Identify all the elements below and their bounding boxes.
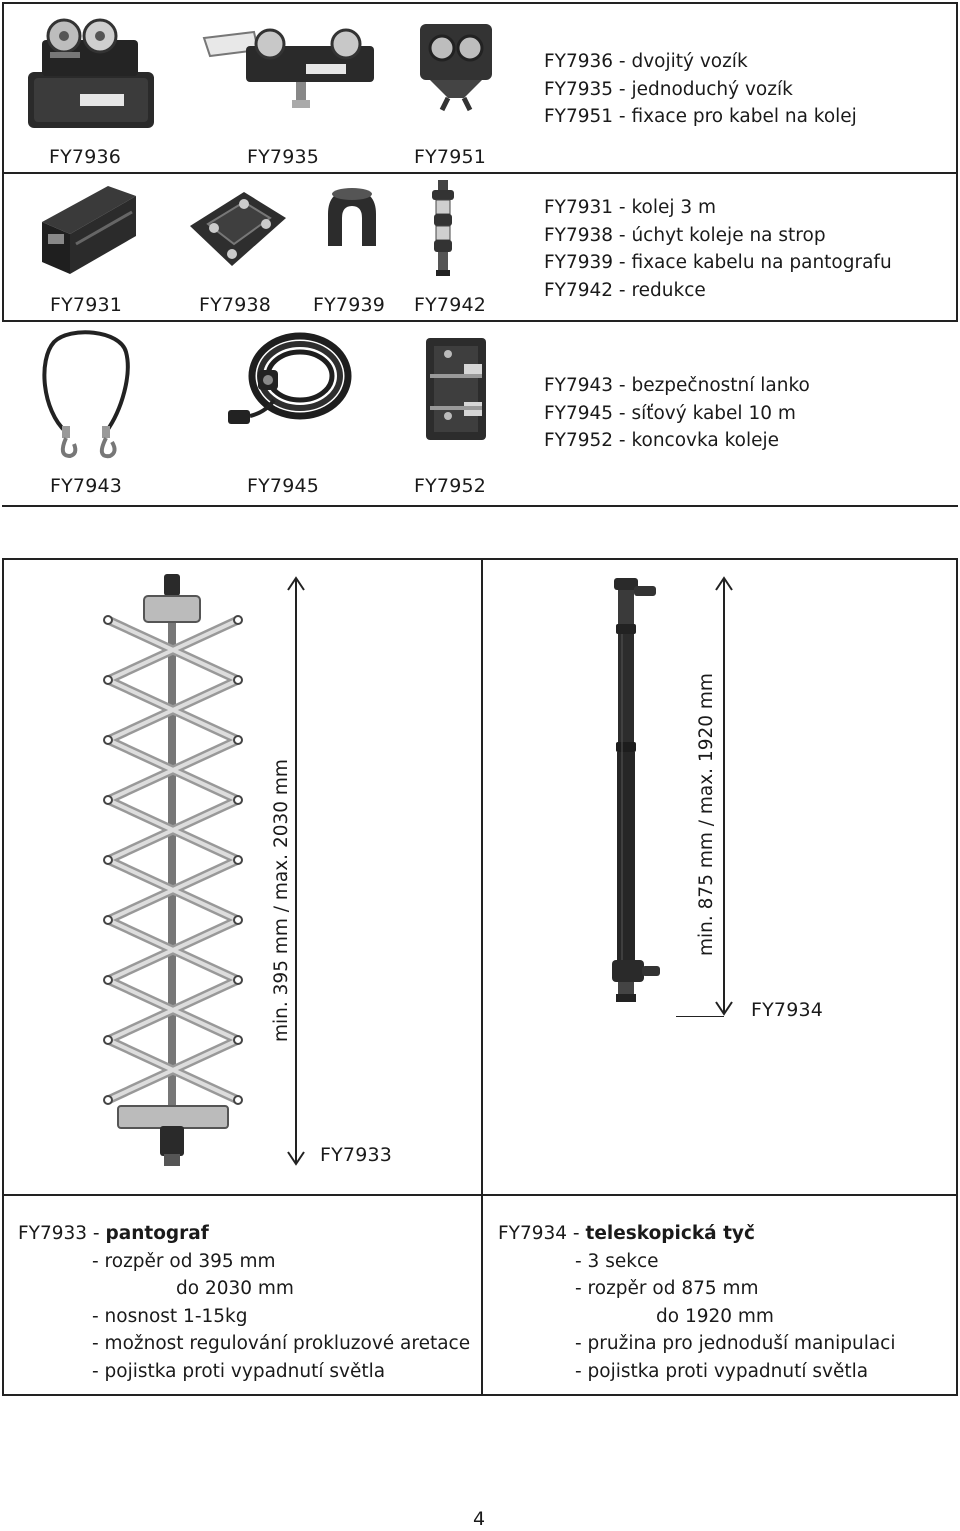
pantograph-cable-fixation-image xyxy=(322,184,382,252)
spec-line: - možnost regulování prokluzové aretace xyxy=(92,1333,471,1354)
cable-fixation-image xyxy=(416,20,496,112)
top-table-border-right xyxy=(956,2,958,322)
description-line: FY7943 - bezpečnostní lanko xyxy=(544,375,810,396)
bottom-frame-spec-divider xyxy=(2,1194,958,1196)
double-trolley-image xyxy=(20,14,160,132)
safety-cable-image xyxy=(36,330,136,462)
adapter-spigot-image xyxy=(428,180,458,278)
caption-fy7938: FY7938 xyxy=(199,294,272,316)
caption-fy7939: FY7939 xyxy=(313,294,386,316)
description-line: FY7938 - úchyt koleje na strop xyxy=(544,224,826,246)
description-line: FY7942 - redukce xyxy=(544,279,706,301)
pantograph-dimension-label: min. 395 mm / max. 2030 mm xyxy=(271,759,292,1042)
spec-line: do 1920 mm xyxy=(656,1305,774,1327)
pole-code: FY7934 xyxy=(751,999,824,1021)
spec-line: - 3 sekce xyxy=(575,1250,659,1272)
telescopic-pole-image xyxy=(596,572,676,1008)
caption-fy7936: FY7936 xyxy=(49,146,122,168)
pole-dimension-label: min. 875 mm / max. 1920 mm xyxy=(696,673,717,956)
section-divider xyxy=(2,505,958,507)
single-trolley-image xyxy=(196,22,386,112)
spec-line: - rozpěr od 875 mm xyxy=(575,1278,759,1299)
row3-description xyxy=(544,372,810,455)
row2-description xyxy=(544,194,892,304)
description-line: FY7936 - dvojitý vozík xyxy=(544,51,748,72)
rail-end-cap-image xyxy=(420,334,492,444)
description-line: FY7952 - koncovka koleje xyxy=(544,430,780,451)
pantograph-image xyxy=(88,570,260,1170)
spec-code: FY7934 - xyxy=(498,1223,580,1244)
description-line: FY7939 - fixace kabelu na pantografu xyxy=(544,252,892,273)
bottom-frame-left xyxy=(2,558,4,1396)
spec-line: do 2030 mm xyxy=(176,1278,294,1299)
bottom-frame-right xyxy=(956,558,958,1396)
top-table-border-top xyxy=(2,2,958,4)
ceiling-mount-image xyxy=(184,188,290,270)
pole-spec xyxy=(498,1220,896,1385)
description-line: FY7945 - síťový kabel 10 m xyxy=(544,402,796,424)
row1-description xyxy=(544,48,857,131)
power-cable-image xyxy=(218,330,354,430)
caption-fy7945: FY7945 xyxy=(247,475,320,497)
pole-dimension-base-line xyxy=(676,1016,724,1017)
description-line: FY7931 - kolej 3 m xyxy=(544,197,717,218)
caption-fy7943: FY7943 xyxy=(50,475,123,497)
pantograph-code: FY7933 xyxy=(320,1144,393,1166)
spec-line: - pružina pro jednoduší manipulaci xyxy=(575,1333,896,1354)
spec-line: - pojistka proti vypadnutí světla xyxy=(92,1360,386,1382)
description-line: FY7951 - fixace pro kabel na kolej xyxy=(544,106,857,127)
spec-line: - nosnost 1-15kg xyxy=(92,1305,248,1327)
description-line: FY7935 - jednoduchý vozík xyxy=(544,78,793,100)
caption-fy7931: FY7931 xyxy=(50,294,123,316)
pantograph-spec xyxy=(18,1220,471,1385)
spec-code: FY7933 - xyxy=(18,1223,100,1244)
spec-line: - pojistka proti vypadnutí světla xyxy=(575,1360,869,1382)
page-number: 4 xyxy=(473,1508,486,1530)
top-table-border-left xyxy=(2,2,4,322)
bottom-frame-middle xyxy=(481,558,483,1396)
caption-fy7935: FY7935 xyxy=(247,146,320,168)
bottom-frame-bottom xyxy=(2,1394,958,1396)
spec-name: teleskopická tyč xyxy=(585,1223,755,1244)
bottom-frame-top xyxy=(2,558,958,560)
spec-line: - rozpěr od 395 mm xyxy=(92,1250,276,1272)
row-divider-2 xyxy=(2,320,958,322)
caption-fy7952: FY7952 xyxy=(414,475,487,497)
rail-image xyxy=(36,182,140,276)
caption-fy7951: FY7951 xyxy=(414,146,487,168)
row-divider-1 xyxy=(2,172,958,174)
caption-fy7942: FY7942 xyxy=(414,294,487,316)
spec-name: pantograf xyxy=(105,1223,209,1244)
